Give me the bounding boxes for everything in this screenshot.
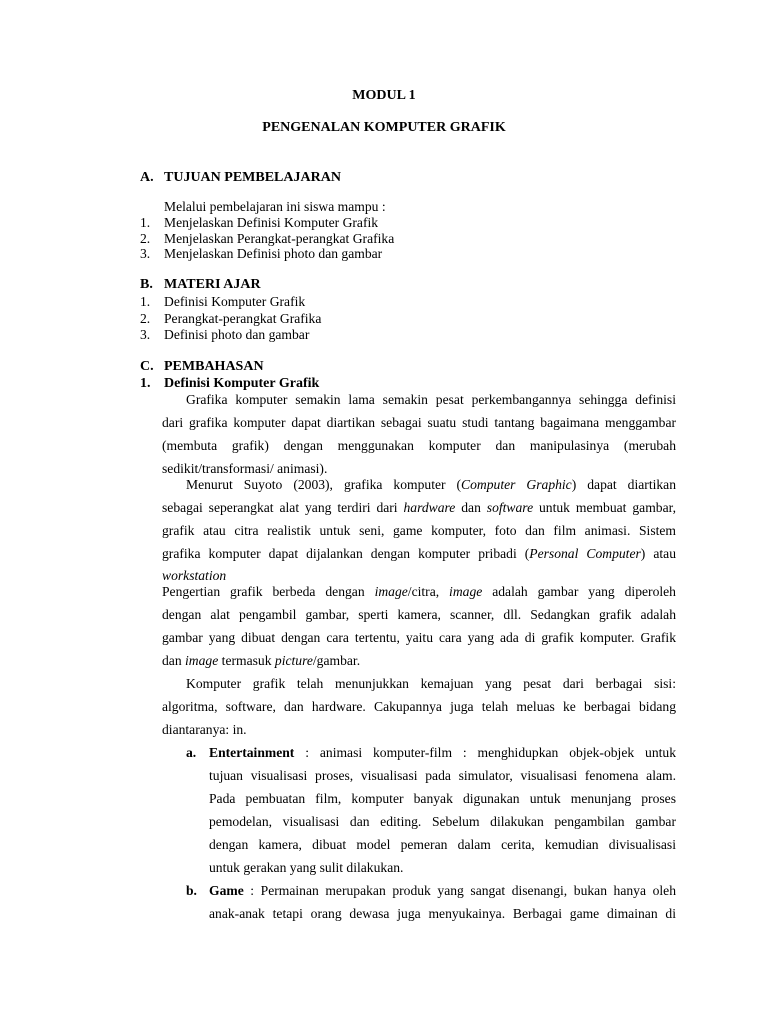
- list-item-text: Menjelaskan Definisi Komputer Grafik: [164, 215, 379, 230]
- paragraph-line: algoritma, software, dan hardware. Cakupannya juga telah meluas ke berbagai bidang: [162, 699, 676, 714]
- sub-item-line: dengan kamera, dibuat model pemeran dalam cerita, kemudian divisualisasi: [209, 837, 676, 852]
- paragraph-line: workstation: [162, 568, 227, 583]
- section-b-heading: MATERI AJAR: [164, 277, 261, 292]
- list-item-text: Menjelaskan Definisi photo dan gambar: [164, 246, 383, 261]
- list-item-text: Perangkat-perangkat Grafika: [164, 311, 322, 326]
- module-subtitle: PENGENALAN KOMPUTER GRAFIK: [262, 120, 506, 135]
- section-a-intro: Melalui pembelajaran ini siswa mampu :: [164, 199, 386, 214]
- sub-item-line: untuk gerakan yang sulit dilakukan.: [209, 860, 404, 875]
- paragraph-line: dan image termasuk picture/gambar.: [162, 653, 361, 668]
- paragraph-line: Pengertian grafik berbeda dengan image/citra, image adalah gambar yang diperoleh: [162, 584, 676, 599]
- paragraph-line: dengan alat pengambil gambar, sperti kamera, scanner, dll. Sedangkan grafik adalah: [162, 607, 676, 622]
- section-a-letter: A.: [140, 170, 154, 185]
- paragraph-line: grafika komputer dapat dijalankan dengan komputer pribadi (Personal Computer) atau: [162, 546, 676, 561]
- paragraph-line: diantaranya: in.: [162, 722, 247, 737]
- subsection-heading: Definisi Komputer Grafik: [164, 376, 320, 391]
- sub-item-label: b.: [186, 883, 197, 898]
- paragraph-line: grafik atau citra realistik untuk seni, game komputer, foto dan film animasi. Sistem: [162, 523, 676, 538]
- sub-item-line: pemodelan, visualisasi dan editing. Sebelum dilakukan pengambilan gambar: [209, 814, 676, 829]
- section-a-heading: TUJUAN PEMBELAJARAN: [164, 170, 341, 185]
- section-b-letter: B.: [140, 277, 153, 292]
- paragraph-line: sedikit/transformasi/ animasi).: [162, 461, 328, 476]
- list-item-number: 3.: [140, 246, 151, 261]
- paragraph-line: dari grafika komputer dapat diartikan sebagai suatu studi tantang bagaimana menggambar: [162, 415, 676, 430]
- sub-item-line: Entertainment : animasi komputer-film : menghidupkan objek-objek untuk: [209, 745, 676, 760]
- paragraph-line: Menurut Suyoto (2003), grafika komputer (Computer Graphic) dapat diartikan: [186, 477, 676, 492]
- list-item-number: 1.: [140, 215, 151, 230]
- sub-item-line: anak-anak tetapi orang dewasa juga menyukainya. Berbagai game dimainan di: [209, 906, 676, 921]
- paragraph-line: sebagai seperangkat alat yang terdiri dari hardware dan software untuk membuat gambar,: [162, 500, 676, 515]
- sub-item-line: Pada pembuatan film, komputer banyak digunakan untuk menunjang proses: [209, 791, 676, 806]
- list-item-number: 1.: [140, 294, 151, 309]
- paragraph-line: Komputer grafik telah menunjukkan kemajuan yang pesat dari berbagai sisi:: [186, 676, 676, 691]
- section-c-heading: PEMBAHASAN: [164, 359, 264, 374]
- list-item-text: Definisi Komputer Grafik: [164, 294, 306, 309]
- subsection-number: 1.: [140, 376, 151, 391]
- paragraph-line: gambar yang dibuat dengan cara tertentu, yaitu cara yang ada di grafik komputer. Grafik: [162, 630, 676, 645]
- paragraph-line: (membuta grafik) dengan menggunakan komputer dan manipulasinya (merubah: [162, 438, 676, 453]
- list-item-number: 3.: [140, 327, 151, 342]
- list-item-number: 2.: [140, 231, 151, 246]
- section-c-letter: C.: [140, 359, 154, 374]
- sub-item-line: Game : Permainan merupakan produk yang sangat disenangi, bukan hanya oleh: [209, 883, 676, 898]
- paragraph-line: Grafika komputer semakin lama semakin pesat perkembangannya sehingga definisi: [186, 392, 676, 407]
- list-item-text: Menjelaskan Perangkat-perangkat Grafika: [164, 231, 395, 246]
- list-item-text: Definisi photo dan gambar: [164, 327, 310, 342]
- sub-item-line: tujuan visualisasi proses, visualisasi pada simulator, visualisasi fenomena alam.: [209, 768, 676, 783]
- list-item-number: 2.: [140, 311, 151, 326]
- module-title: MODUL 1: [352, 88, 416, 103]
- sub-item-label: a.: [186, 745, 197, 760]
